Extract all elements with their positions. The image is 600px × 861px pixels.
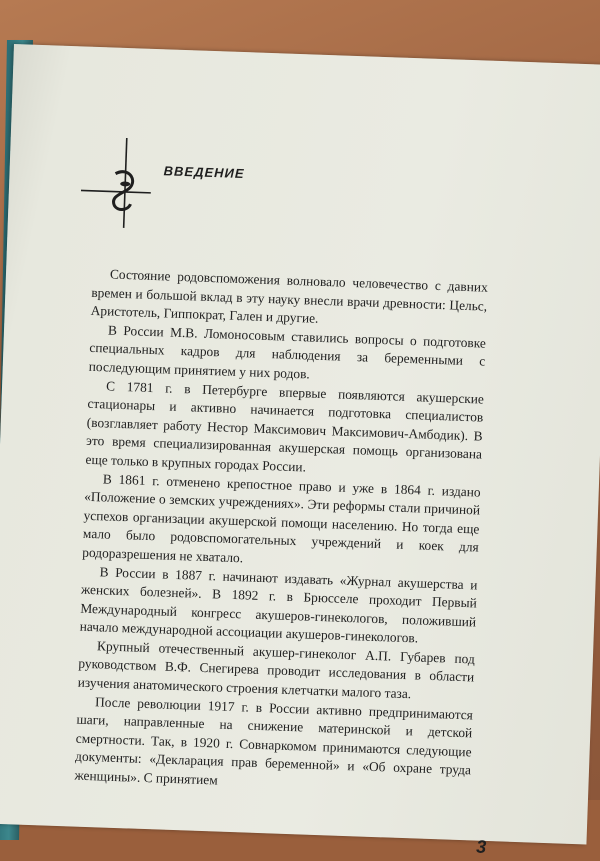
- paragraph: Крупный отечественный акушер-гинеколог А.П. Губарев под руководством В.Ф. Снегирева проводит исследования в области изучения анатомического строения клетчатки малого таза.: [77, 638, 476, 702]
- book-page: [0, 44, 600, 857]
- paragraph: В России в 1887 г. начинают издавать «Журнал акушерства и женских болезней». В 1892 г. в Брюсселе проходит Первый Международный конгресс акушеров-гинекологов, положивший начало международной ассоциации акушеров-гинекологов.: [79, 563, 478, 646]
- paragraph: В России М.В. Ломоносовым ставились вопросы о подготовке специальных кадров для наблюдения за беременными с последующим принятием у них родов.: [88, 322, 487, 382]
- paragraph: В 1861 г. отменено крепостное право и уже в 1864 г. издано «Положение о земских учреждениях». Эти реформы стали причиной успехов организации акушерской помощи населению. Но тогда еще мало было родовспомогательных учреждений и коек для родоразрешения не хватало.: [82, 470, 481, 566]
- paragraph: С 1781 г. в Петербурге впервые появляются акушерские стационары и активно начинается подготовка специалистов (возглавляет работу Нестор Максимович Максимович-Амбодик). В это время специализированная акушерская помощь организована еще только в крупных городах России.: [85, 377, 485, 475]
- paragraph: После революции 1917 г. в России активно предпринимаются шаги, направленные на снижение материнской и детской смертности. Так, в 1920 г. Совнаркомом принимаются следующие документы: «Декларация прав беременной» и «Об охране труда женщины». С принятием: [74, 693, 474, 788]
- medical-emblem-icon: [80, 136, 153, 228]
- paragraph: Состояние родовспоможения волновало человечество с давних времен и большой вклад в эту науку внесли врачи древности: Цельс, Аристотель, Гиппократ, Гален и другие.: [90, 266, 489, 326]
- body-text: [74, 265, 488, 799]
- page-number: 3: [475, 836, 487, 857]
- chapter-title: ВВЕДЕНИЕ: [163, 163, 245, 182]
- page-content: [74, 116, 504, 857]
